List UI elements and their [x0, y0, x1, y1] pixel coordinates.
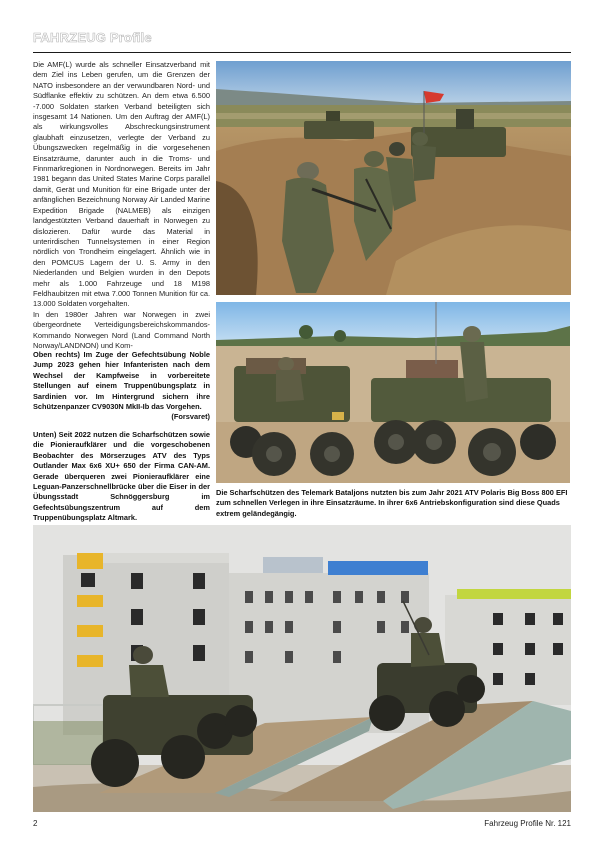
- photo-credit: (Forsvaret): [171, 412, 210, 422]
- caption-text: Unten) Seit 2022 nutzen die Scharfschützen sowie die Pionieraufklärer und die vorgeschobenen Beobachter des Mörserzuges ATV des Typs Outlander Max 6x6 XU+ 650 der Firma CAN-AM. Gerade überqueren zwei Pionieraufklärer eine Leguan-Panzerschnellbrücke über die Eiser in der Übungsstadt Schnöggersburg im Gefechtsübungszentrum auf dem Truppenübungsplatz Altmark.: [33, 430, 210, 523]
- photo-canam-bridge: [33, 525, 571, 812]
- caption-text: Oben rechts) Im Zuge der Gefechtsübung Noble Jump 2023 gehen hier Infanteristen nach dem Wechsel der Kampfweise in vorbereitete Stellungen auf einem Truppenübungsplatz in Sardinien vor. Im Hintergrund sichern ihre Schützenpanzer CV9030N MkII-Ib das Vorgehen.: [33, 350, 210, 412]
- photo-polaris-atvs: [216, 302, 570, 483]
- article-body: [33, 60, 210, 351]
- caption-top-right: [33, 350, 210, 423]
- caption-middle-right: Die Scharfschützen des Telemark Bataljons nutzten bis zum Jahr 2021 ATV Polaris Big Boss 800 EFI zum schnellen Verlegen in ihre Einsatzräume. In ihrer 6x6 Antriebskonfiguration sind diese Quads extrem geländegängig.: [216, 488, 568, 518]
- magazine-title: FAHRZEUG Profile: [33, 30, 152, 45]
- publication-title: Fahrzeug Profile Nr. 121: [484, 819, 571, 828]
- photo-infantry-trench: [216, 61, 571, 295]
- caption-bottom: [33, 430, 210, 524]
- header-divider: [33, 52, 571, 53]
- body-paragraph: In den 1980er Jahren war Norwegen in zwei übergeordnete Verteidigungsbereichskommandos- Kommando Norwegen Nord (Land Command North Norway/LANDNON) und Kom-: [33, 309, 210, 350]
- page-number: 2: [33, 819, 38, 828]
- body-paragraph: Die AMF(L) wurde als schneller Einsatzverband mit dem Ziel ins Leben gerufen, um die Grenzen der NATO insbesondere an der verwundbaren Nord- und Südflanke effektiv zu schützen. An dem etwa 6.500 -7.000 Soldaten starken Verband beteiligten sich insgesamt 14 Nationen. Um den Auftrag der AMF(L) als wirkungsvolles Abschreckungsinstrument glaubhaft einzusetzen, verlegte der Verband zu Übungszwecken regelmäßig in die vorgesehenen Einsatzräume, darunter auch in die Troms- und Finnmarkregionen in Nordnorwegen. Bereits im Jahr 1981 begann das United States Marine Corps parallel damit, Gerät und Munition für eine Brigade unter der anfänglichen Bezeichnung Norway Air Landed Marine Expedition Brigade (NALMEB) als einzigen landgestützten Verband dauerhaft in Norwegen zu dislozieren. Dafür wurde das Material in unterirdischen Tunnelsystemen in einer Region nördlich von Trondheim eingelagert. Ähnlich wie in den POMCUS Lagern der U. S. Army in den Niederlanden und Belgien wurden in den Depots mehr als 1.000 Fahrzeuge und 18 M198 Feldhaubitzen mit etwa 7.000 Tonnen Munition für ca. 13.000 Soldaten vorgehalten.: [33, 60, 210, 309]
